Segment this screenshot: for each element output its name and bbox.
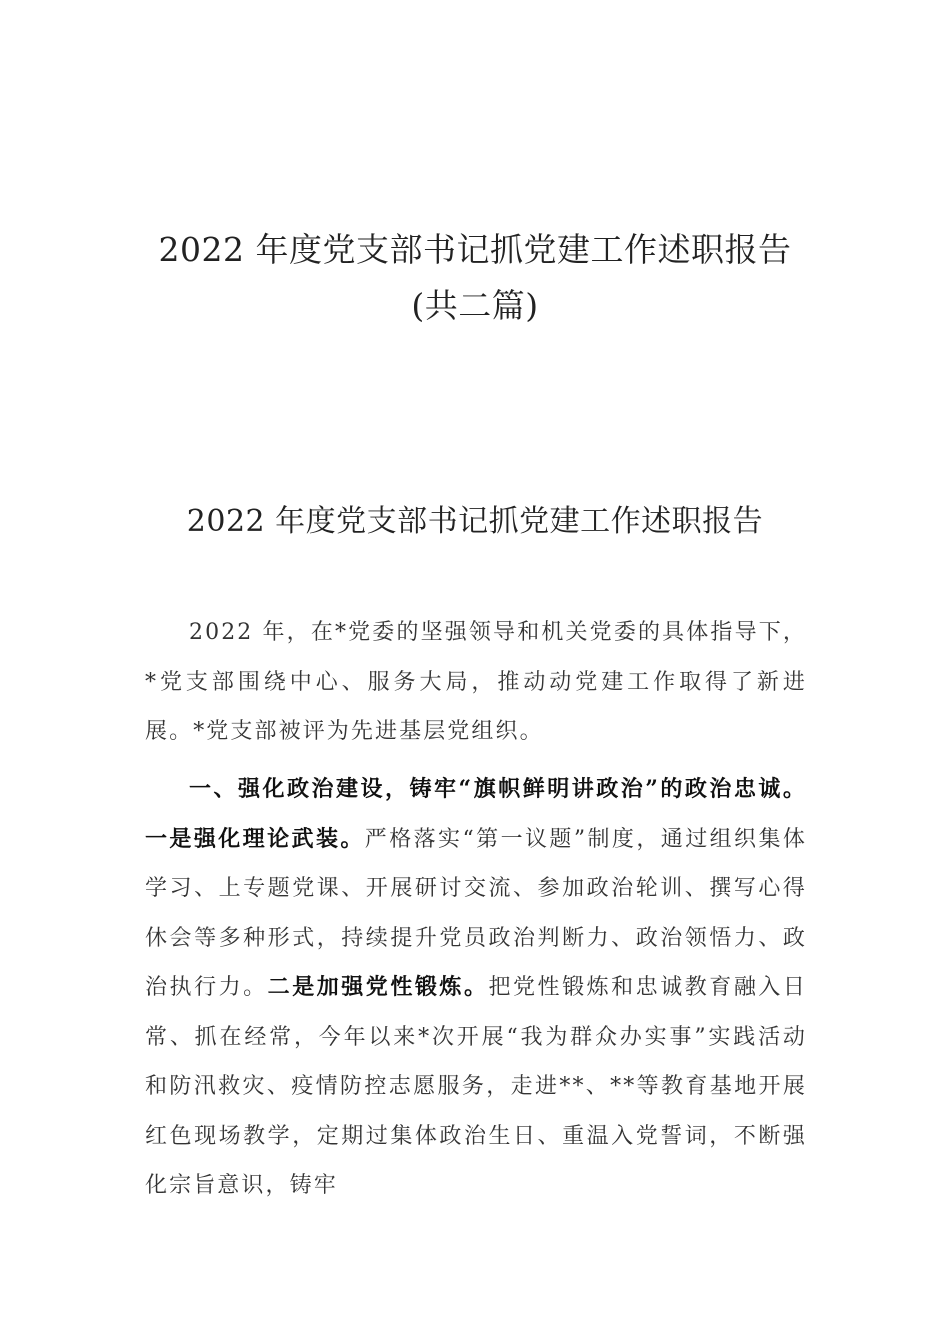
document-title	[0, 222, 950, 334]
point-one-text: 严格落实“第一议题”制度，通过组织集体学习、上专题党课、开展研讨交流、参加政治轮训、撰写心得休会等多种形式，持续提升党员政治判断力、政治领悟力、政治执行力。	[145, 826, 807, 1000]
document-title-line-1: 2022 年度党支部书记抓党建工作述职报告	[158, 230, 792, 269]
section-title: 2022 年度党支部书记抓党建工作述职报告	[186, 504, 764, 539]
point-two-text: 把党性锻炼和忠诚教育融入日常、抓在经常，今年以来*次开展“我为群众办实事”实践活动和防汛救灾、疫情防控志愿服务，走进**、**等教育基地开展红色现场教学，定期过集体政治生日、重温入党誓词，不断强化宗旨意识，铸牢	[145, 975, 807, 1198]
point-two-label: 二是加强党性锻炼。	[267, 974, 489, 1000]
document-title-line-2: (共二篇)	[411, 286, 539, 325]
section-one-paragraph	[145, 765, 807, 1211]
point-one-label: 一是强化理论武装。	[145, 825, 365, 852]
section-one-heading: 一、强化政治建设，铸牢“旗帜鲜明讲政治”的政治忠诚。	[189, 776, 807, 802]
intro-paragraph: 2022 年，在*党委的坚强领导和机关党委的具体指导下，*党支部围绕中心、服务大局，推动动党建工作取得了新进展。*党支部被评为先进基层党组织。	[145, 620, 807, 744]
